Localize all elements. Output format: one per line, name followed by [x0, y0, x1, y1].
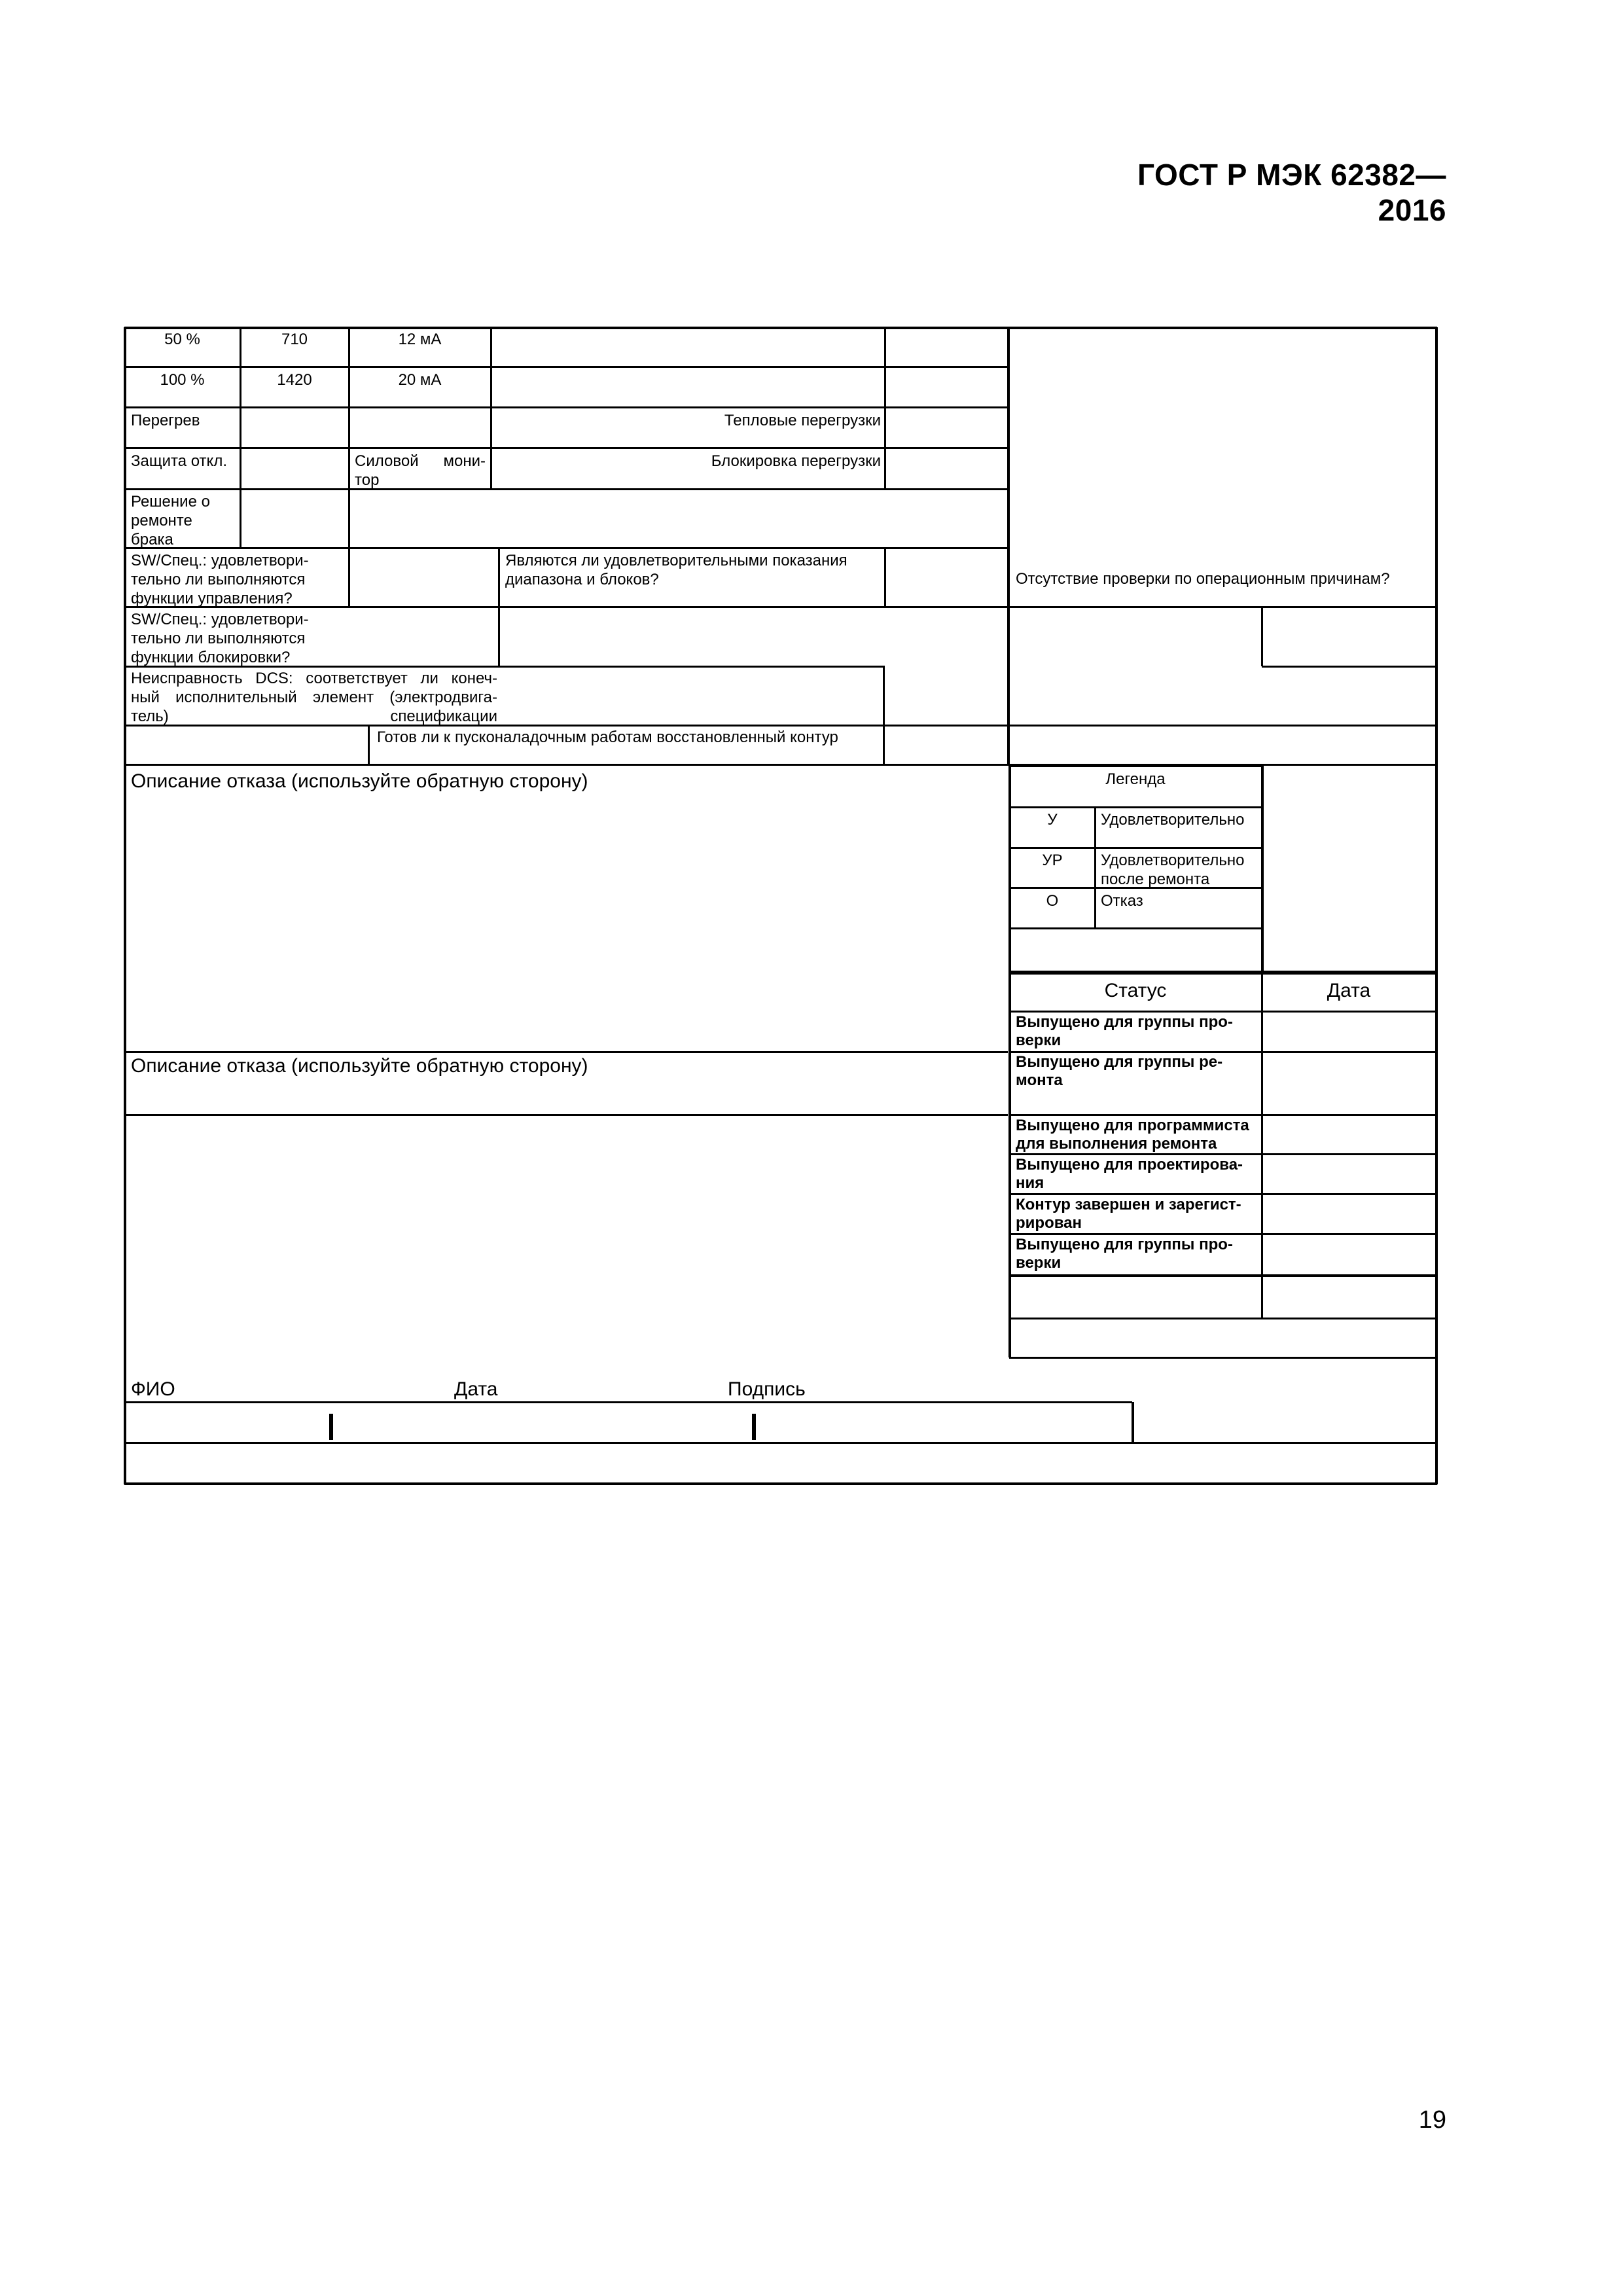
- grid-line: [884, 548, 886, 607]
- legend-text-line: Отказ: [1101, 892, 1143, 910]
- protection-off-label: Защита откл.: [131, 452, 227, 470]
- grid-line: [124, 1482, 1437, 1485]
- grid-line: [1009, 847, 1262, 849]
- legend-code: У: [1047, 811, 1058, 829]
- grid-line: [883, 666, 885, 764]
- grid-line: [124, 488, 1008, 490]
- status-row-label-line: рирован: [1016, 1214, 1082, 1232]
- status-row-label-line: Выпущено для группы про-: [1016, 1236, 1233, 1253]
- grid-line: [368, 725, 370, 764]
- grid-line: [1132, 1402, 1134, 1444]
- legend-text: [1101, 851, 1260, 889]
- legend-text-line: после ремонта: [1101, 870, 1210, 888]
- calibration-current: 20 мА: [398, 371, 442, 389]
- sw-control-label-line: SW/Спец.: удовлетвори-: [131, 552, 309, 569]
- date-col-header: Дата: [1327, 980, 1371, 1001]
- grid-line: [124, 327, 126, 1484]
- grid-line: [1009, 1233, 1437, 1235]
- grid-line: [1009, 1318, 1437, 1319]
- repair-decision-label: [131, 492, 236, 549]
- range-ok-label-line: Являются ли удовлетворительными показания: [505, 552, 847, 569]
- thermal-overload-label: Тепловые перегрузки: [724, 412, 881, 429]
- calibration-value: 1420: [277, 371, 312, 389]
- sw-control-label-line: функции управления?: [131, 590, 293, 607]
- grid-line: [1009, 1011, 1437, 1013]
- repair-decision-label-line: брака: [131, 531, 173, 548]
- grid-line: [1435, 971, 1438, 1357]
- no-check-label: Отсутствие проверки по операционным причинам?: [1016, 570, 1390, 588]
- calibration-percent: 100 %: [160, 371, 205, 389]
- status-row-label-line: верки: [1016, 1031, 1061, 1049]
- legend-text-line: Удовлетворительно: [1101, 811, 1245, 829]
- dcs-fault-label-line: тель) спецификации: [131, 708, 497, 725]
- sw-control-label-line: тельно ли выполняются: [131, 571, 306, 588]
- sw-lock-label-line: SW/Спец.: удовлетвори-: [131, 611, 309, 628]
- page-number: 19: [1418, 2106, 1446, 2134]
- status-row-label-line: Выпущено для группы ре-: [1016, 1053, 1223, 1071]
- calibration-current: 12 мА: [398, 331, 442, 348]
- grid-line: [1009, 1274, 1437, 1277]
- repair-decision-label-line: ремонте: [131, 512, 192, 529]
- signature-name-label: ФИО: [131, 1378, 175, 1400]
- grid-line: [124, 1114, 1008, 1116]
- grid-line: [1094, 807, 1096, 928]
- document-header: ГОСТ Р МЭК 62382—2016: [1137, 158, 1446, 227]
- sw-lock-label-line: тельно ли выполняются: [131, 630, 306, 647]
- status-row-label-line: монта: [1016, 1071, 1063, 1089]
- grid-line: [1261, 971, 1263, 1318]
- grid-line: [124, 1401, 1132, 1403]
- grid-line: [885, 725, 1437, 726]
- dcs-fault-label-line: ный исполнительный элемент (электродвига-: [131, 689, 497, 706]
- grid-line: [124, 406, 1008, 408]
- status-row-label: [1016, 1117, 1258, 1153]
- signature-sign-label: Подпись: [728, 1378, 806, 1400]
- status-row-label: [1016, 1156, 1258, 1193]
- power-monitor-label-line: тор: [355, 471, 380, 489]
- sw-lock-label: [131, 610, 347, 667]
- status-row-label-line: Выпущено для проектирова-: [1016, 1156, 1243, 1174]
- status-row-label: [1016, 1013, 1258, 1050]
- grid-line: [1009, 972, 1437, 975]
- grid-line: [1008, 606, 1437, 608]
- grid-line: [124, 1442, 1437, 1444]
- grid-line: [884, 327, 886, 489]
- grid-line: [498, 548, 500, 666]
- calibration-percent: 50 %: [164, 331, 200, 348]
- status-row-label: [1016, 1053, 1258, 1090]
- legend-code: УР: [1042, 852, 1063, 869]
- grid-line: [329, 1414, 333, 1440]
- status-row-label: [1016, 1236, 1258, 1272]
- status-row-label-line: верки: [1016, 1254, 1061, 1272]
- legend-text: [1101, 891, 1260, 910]
- grid-line: [240, 327, 241, 548]
- grid-line: [1261, 764, 1264, 971]
- status-row-label-line: для выполнения ремонта: [1016, 1135, 1217, 1153]
- failure-description-2: Описание отказа (используйте обратную сторону): [131, 1055, 588, 1077]
- grid-line: [348, 327, 350, 607]
- grid-line: [1435, 764, 1438, 971]
- overload-lock-label: Блокировка перегрузки: [711, 452, 881, 470]
- failure-description-1: Описание отказа (используйте обратную сторону): [131, 770, 588, 792]
- grid-line: [124, 1051, 1008, 1053]
- grid-line: [1009, 1114, 1437, 1116]
- grid-line: [1435, 489, 1438, 607]
- ready-commissioning-label: Готов ли к пусконаладочным работам восстановленный контур: [377, 728, 838, 746]
- grid-line: [1435, 725, 1438, 764]
- status-row-label: [1016, 1196, 1258, 1232]
- legend-text-line: Удовлетворительно: [1101, 852, 1245, 869]
- legend-title: Легенда: [1105, 770, 1166, 788]
- range-ok-label-line: диапазона и блоков?: [505, 571, 659, 588]
- calibration-value: 710: [281, 331, 308, 348]
- status-row-label-line: Выпущено для группы про-: [1016, 1013, 1233, 1031]
- overheat-label: Перегрев: [131, 412, 200, 429]
- status-row-label-line: ния: [1016, 1174, 1044, 1192]
- legend-text: [1101, 810, 1260, 829]
- power-monitor-label: [355, 452, 486, 490]
- signature-date-label: Дата: [454, 1378, 498, 1400]
- status-col-header: Статус: [1104, 980, 1167, 1001]
- grid-line: [1009, 1153, 1437, 1155]
- power-monitor-label-line: Силовой мони-: [355, 452, 486, 470]
- sw-lock-label-line: функции блокировки?: [131, 649, 291, 666]
- status-row-label-line: Выпущено для программиста: [1016, 1117, 1249, 1134]
- grid-line: [1262, 666, 1437, 668]
- dcs-fault-label-line: Неисправность DCS: соответствует ли конеч-: [131, 670, 497, 687]
- grid-line: [124, 327, 1437, 329]
- grid-line: [752, 1414, 756, 1440]
- status-row-label-line: Контур завершен и зарегист-: [1016, 1196, 1241, 1213]
- grid-line: [124, 547, 1008, 549]
- range-ok-label: [505, 551, 878, 589]
- grid-line: [124, 447, 1008, 449]
- grid-line: [1009, 806, 1262, 808]
- grid-line: [1009, 1193, 1437, 1195]
- sw-control-label: [131, 551, 347, 608]
- grid-line: [1007, 327, 1010, 764]
- grid-line: [1009, 1357, 1437, 1359]
- grid-line: [1261, 607, 1263, 666]
- dcs-fault-label: [131, 669, 497, 726]
- repair-decision-label-line: Решение о: [131, 493, 210, 511]
- legend-code: О: [1046, 892, 1059, 910]
- grid-line: [124, 366, 1008, 368]
- grid-line: [490, 327, 492, 489]
- grid-line: [1009, 927, 1262, 929]
- grid-line: [1009, 765, 1262, 767]
